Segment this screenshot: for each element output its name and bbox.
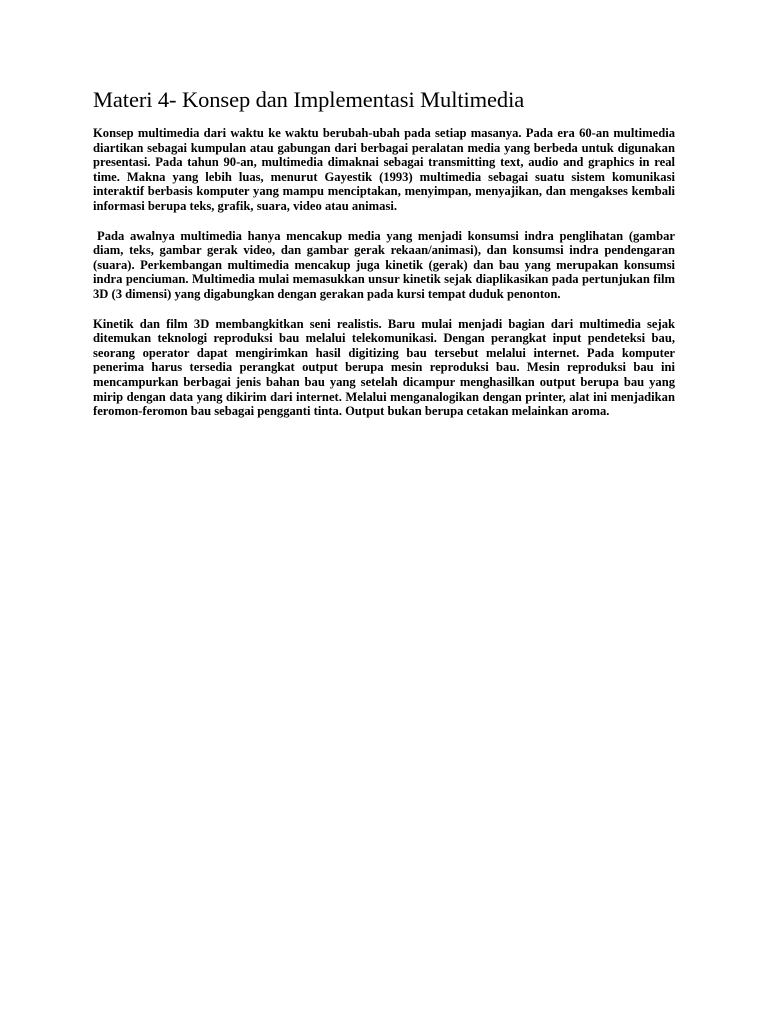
document-page [93,86,675,434]
paragraph-2: Pada awalnya multimedia hanya mencakup media yang menjadi konsumsi indra penglihatan (gambar diam, teks, gambar gerak video, dan gambar gerak rekaan/animasi), dan konsumsi indra pendengaran (suara). Perkembangan multimedia mencakup juga kinetik (gerak) dan bau yang merupakan konsumsi indra penciuman. Multimedia mulai memasukkan unsur kinetik sejak diaplikasikan pada pertunjukan film 3D (3 dimensi) yang digabungkan dengan gerakan pada kursi tempat duduk penonton. [93,228,675,301]
page-title: Materi 4- Konsep dan Implementasi Multimedia [93,87,525,112]
paragraph-1: Konsep multimedia dari waktu ke waktu berubah-ubah pada setiap masanya. Pada era 60-an multimedia diartikan sebagai kumpulan atau gabungan dari berbagai peralatan media yang berbeda untuk digunakan presentasi. Pada tahun 90-an, multimedia dimaknai sebagai transmitting text, audio and graphics in real time. Makna yang lebih luas, menurut Gayestik (1993) multimedia sebagai suatu sistem komunikasi interaktif berbasis komputer yang mampu menciptakan, menyimpan, menyajikan, dan mengakses kembali informasi berupa teks, grafik, suara, video atau animasi. [93,126,675,213]
paragraph-3: Kinetik dan film 3D membangkitkan seni realistis. Baru mulai menjadi bagian dari multimedia sejak ditemukan teknologi reproduksi bau melalui telekomunikasi. Dengan perangkat input pendeteksi bau, seorang operator dapat mengirimkan hasil digitizing bau tersebut melalui internet. Pada komputer penerima harus tersedia perangkat output berupa mesin reproduksi bau. Mesin reproduksi bau ini mencampurkan berbagai jenis bahan bau yang setelah dicampur menghasilkan output berupa bau yang mirip dengan data yang dikirim dari internet. Melalui menganalogikan dengan printer, alat ini menjadikan feromon-feromon bau sebagai pengganti tinta. Output bukan berupa cetakan melainkan aroma. [93,316,675,419]
